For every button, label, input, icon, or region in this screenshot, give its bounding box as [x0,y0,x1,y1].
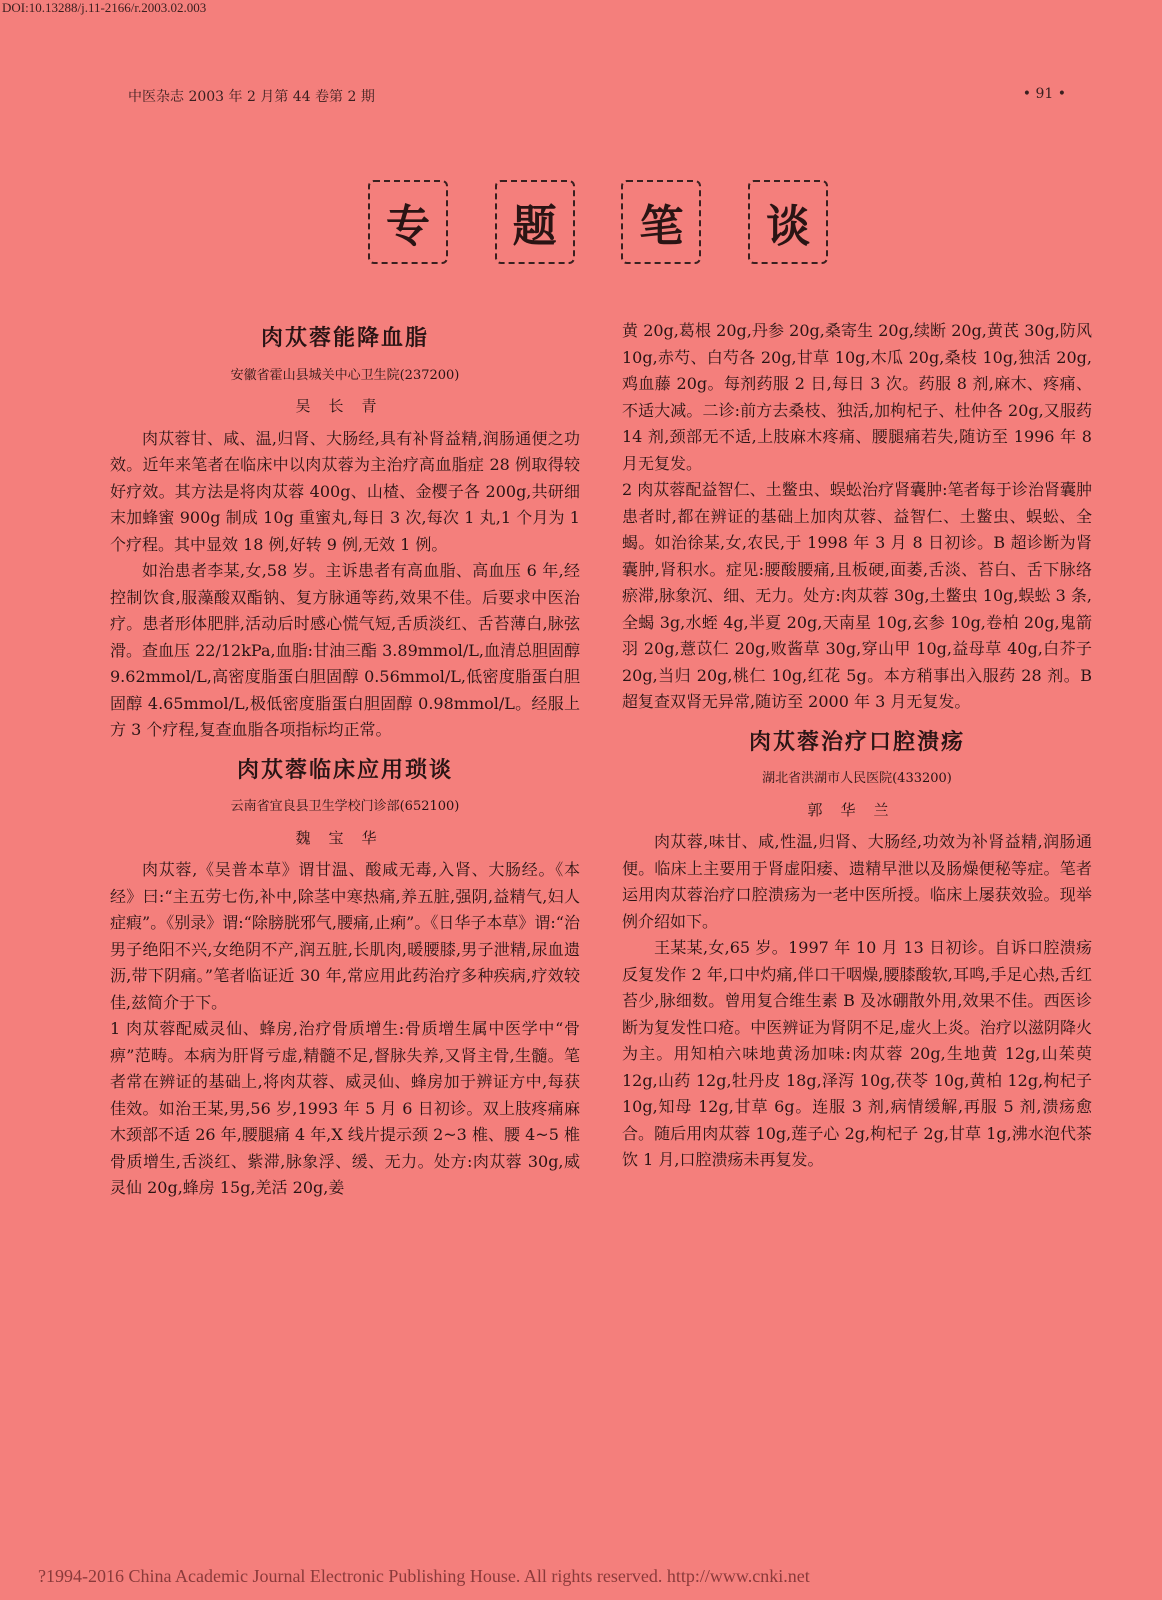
article-title: 肉苁蓉临床应用琐谈 [236,757,453,783]
article-affiliation: 云南省宜良县卫生学校门诊部(652100) [230,799,460,814]
copyright-footer: ?1994-2016 China Academic Journal Electronic Publishing House. All rights reserved. http://www.cnki.net [38,1566,810,1586]
article-title: 肉苁蓉能降血脂 [260,326,429,351]
article-author: 魏宝华 [295,828,395,847]
article-paragraph: 肉苁蓉,味甘、咸,性温,归肾、大肠经,功效为补肾益精,润肠通便。临床上主要用于肾虚阳痿、遗精早泄以及肠燥便秘等症。笔者运用肉苁蓉治疗口腔溃疡为一老中医所授。临床上屡获效验。现举例介绍如下。 [622,832,1092,931]
article-3 [622,730,1092,1174]
article-paragraph: 肉苁蓉甘、咸、温,归肾、大肠经,具有补肾益精,润肠通便之功效。近年来笔者在临床中以肉苁蓉为主治疗高血脂症 28 例取得较好疗效。其方法是将肉苁蓉 400g、山楂、金樱子各 200g,共研细末加蜂蜜 900g 制成 10g 重蜜丸,每日 3 次,每次 1 丸,1 个月为 1 个疗程。其中显效 18 例,好转 9 例,无效 1 例。 [110,428,580,554]
left-column [110,326,580,1202]
page-number: • 91 • [1022,86,1066,102]
article-author: 吴长青 [295,397,395,415]
article-paragraph: 肉苁蓉,《吴普本草》谓甘温、酸咸无毒,入肾、大肠经。《本经》曰:“主五劳七伤,补中,除茎中寒热痛,养五脏,强阴,益精气,妇人症瘕”。《别录》谓:“除膀胱邪气,腰痛,止痢”。《日华子本草》谓:“治男子绝阳不兴,女绝阴不产,润五脏,长肌肉,暖腰膝,男子泄精,尿血遗沥,带下阴痛。”笔者临证近 30 年,常应用此药治疗多种疾病,疗效较佳,兹简介于下。 [110,860,580,1012]
article-author: 郭华兰 [807,800,907,819]
banner-char: 谈 [748,180,828,264]
article-title: 肉苁蓉治疗口腔溃疡 [748,729,965,755]
right-column [622,318,1092,1174]
article-1 [110,326,580,744]
banner-char: 笔 [621,180,701,264]
article-numbered-item: 1 肉苁蓉配威灵仙、蜂房,治疗骨质增生:骨质增生属中医学中“骨痹”范畴。本病为肝肾亏虚,精髓不足,督脉失养,又肾主骨,生髓。笔者常在辨证的基础上,将肉苁蓉、威灵仙、蜂房加于辨证方中,每获佳效。如治王某,男,56 岁,1993 年 5 月 6 日初诊。双上肢疼痛麻木颈部不适 26 年,腰腿痛 4 年,X 线片提示颈 2~3 椎、腰 4~5 椎骨质增生,舌淡红、紫滞,脉象浮、缓、无力。处方:肉苁蓉 30g,威灵仙 20g,蜂房 15g,羌活 20g,姜 [110,1019,580,1197]
article-numbered-item: 2 肉苁蓉配益智仁、土鳖虫、蜈蚣治疗肾囊肿:笔者每于诊治肾囊肿患者时,都在辨证的基础上加肉苁蓉、益智仁、土鳖虫、蜈蚣、全蝎。如治徐某,女,农民,于 1998 年 3 月 8 日初诊。B 超诊断为肾囊肿,肾积水。症见:腰酸腰痛,且板硬,面萎,舌淡、苔白、舌下脉络瘀滞,脉象沉、细、无力。处方:肉苁蓉 30g,土鳖虫 10g,蜈蚣 3 条,全蝎 3g,水蛭 4g,半夏 20g,天南星 10g,玄参 10g,卷柏 20g,鬼箭羽 20g,薏苡仁 20g,败酱草 30g,穿山甲 10g,益母草 40g,白芥子 20g,当归 20g,桃仁 10g,红花 5g。本方稍事出入服药 28 剂。B 超复查双肾无异常,随访至 2000 年 3 月无复发。 [622,480,1092,711]
banner-char: 题 [495,180,575,264]
article-affiliation: 安徽省霍山县城关中心卫生院(237200) [230,367,460,383]
column-banner [368,180,828,264]
article-affiliation: 湖北省洪湖市人民医院(433200) [762,771,952,786]
article-2 [110,758,580,1202]
article-paragraph: 如治患者李某,女,58 岁。主诉患者有高血脂、高血压 6 年,经控制饮食,服藻酸双酯钠、复方脉通等药,效果不佳。后要求中医治疗。患者形体肥胖,活动后时感心慌气短,舌质淡红、舌苔薄白,脉弦滑。查血压 22/12kPa,血脂:甘油三酯 3.89mmol/L,血清总胆固醇 9.62mmol/L,高密度脂蛋白胆固醇 0.56mmol/L,低密度脂蛋白胆固醇 4.65mmol/L,极低密度脂蛋白胆固醇 0.98mmol/L。经服上方 3 个疗程,复查血脂各项指标均正常。 [110,561,580,739]
journal-header: 中医杂志 2003 年 2 月第 44 卷第 2 期 [128,89,375,105]
banner-char: 专 [368,180,448,264]
article-paragraph: 王某某,女,65 岁。1997 年 10 月 13 日初诊。自诉口腔溃疡反复发作 2 年,口中灼痛,伴口干咽燥,腰膝酸软,耳鸣,手足心热,舌红苔少,脉细数。曾用复合维生素 B 及冰硼散外用,效果不佳。西医诊断为复发性口疮。中医辨证为肾阴不足,虚火上炎。治疗以滋阴降火为主。用知柏六味地黄汤加味:肉苁蓉 20g,生地黄 12g,山茱萸 12g,山药 12g,牡丹皮 18g,泽泻 10g,茯苓 10g,黄柏 12g,枸杞子 10g,知母 12g,甘草 6g。连服 3 剂,病情缓解,再服 5 剂,溃疡愈合。随后用肉苁蓉 10g,莲子心 2g,枸杞子 2g,甘草 1g,沸水泡代茶饮 1 月,口腔溃疡未再复发。 [622,938,1092,1169]
article-paragraph-continued: 黄 20g,葛根 20g,丹参 20g,桑寄生 20g,续断 20g,黄芪 30g,防风 10g,赤芍、白芍各 20g,甘草 10g,木瓜 20g,桑枝 10g,独活 20g,鸡血藤 20g。每剂药服 2 日,每日 3 次。药服 8 剂,麻木、疼痛、不适大减。二诊:前方去桑枝、独活,加枸杞子、杜仲各 20g,又服药 14 剂,颈部无不适,上肢麻木疼痛、腰腿痛若失,随访至 1996 年 8 月无复发。 [622,321,1092,473]
doi-line: DOI:10.13288/j.11-2166/r.2003.02.003 [2,0,207,15]
